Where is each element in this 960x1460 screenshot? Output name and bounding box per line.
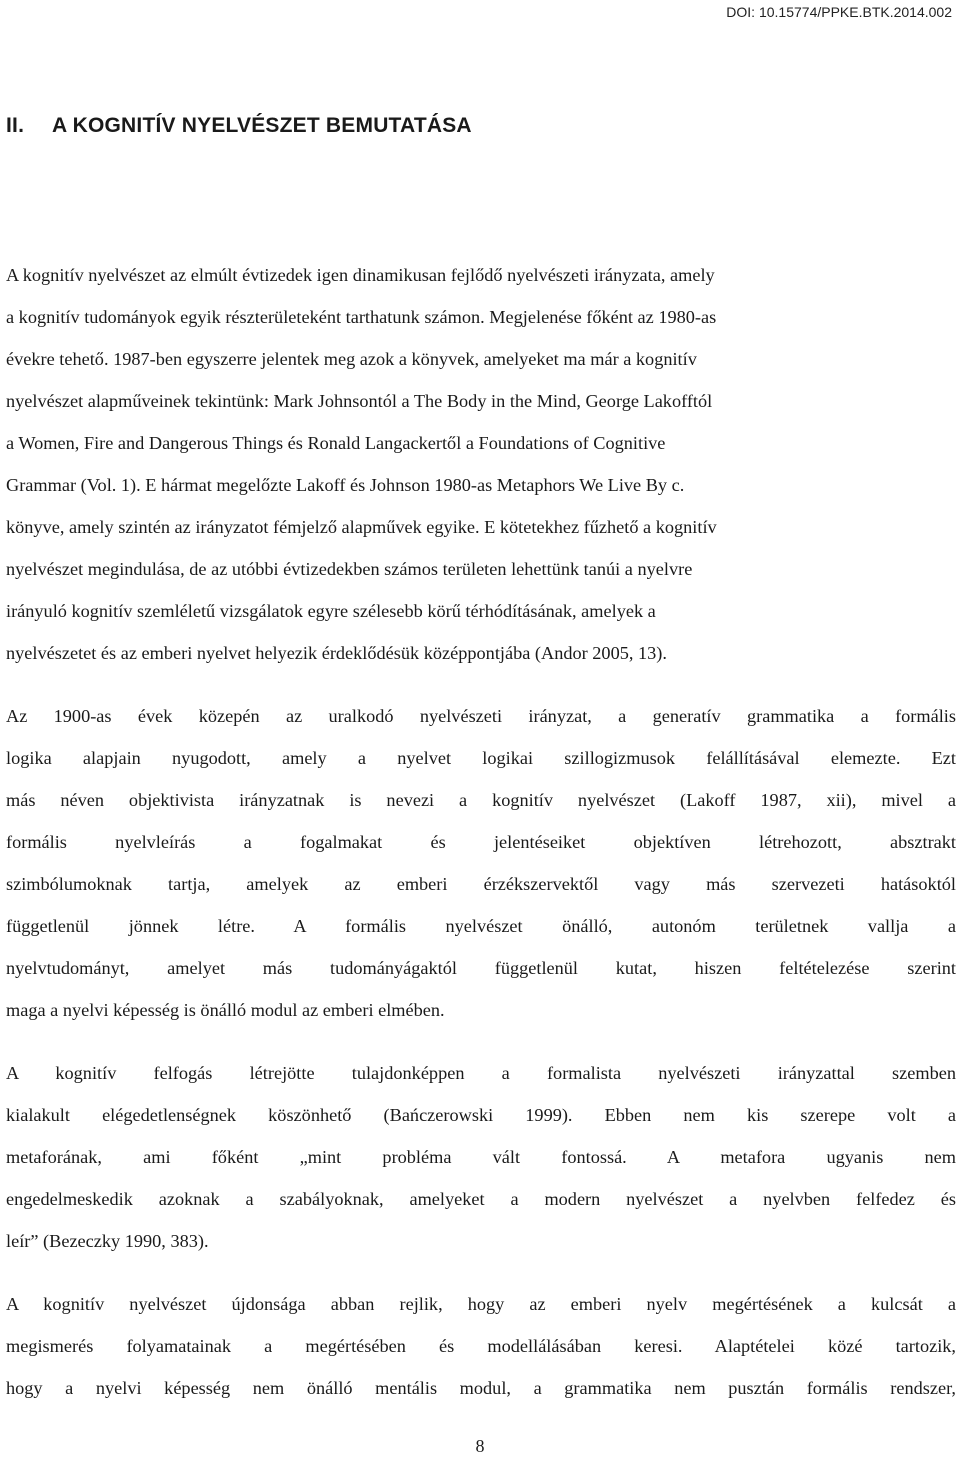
page-number: 8 [475, 1436, 485, 1456]
text-line: A kognitív felfogás létrejötte tulajdonképpen a formalista nyelvészeti irányzattal szemben [6, 1063, 956, 1083]
text-line: évekre tehető. 1987-ben egyszerre jelentek meg azok a könyvek, amelyeket ma már a kognitív [6, 349, 697, 369]
section-heading [6, 114, 472, 138]
text-line: más néven objektivista irányzatnak is nevezi a kognitív nyelvészet (Lakoff 1987, xii), mivel a [6, 790, 956, 810]
text-line: formális nyelvleírás a fogalmakat és jelentéseiket objektíven létrehozott, absztrakt [6, 832, 956, 852]
paragraph-3 [6, 1052, 956, 1262]
text-line: nyelvészet megindulása, de az utóbbi évtizedekben számos területen lehettünk tanúi a nyelvre [6, 559, 693, 579]
paragraph-2 [6, 695, 956, 1031]
text-line: A kognitív nyelvészet újdonsága abban rejlik, hogy az emberi nyelv megértésének a kulcsát a [6, 1294, 956, 1314]
text-line: Az 1900-as évek közepén az uralkodó nyelvészeti irányzat, a generatív grammatika a formális [6, 706, 956, 726]
section-title: A KOGNITÍV NYELVÉSZET BEMUTATÁSA [52, 114, 472, 137]
text-line: a Women, Fire and Dangerous Things és Ronald Langackertől a Foundations of Cognitive [6, 433, 666, 453]
text-line: maga a nyelvi képesség is önálló modul az emberi elmében. [6, 1000, 445, 1020]
text-line: irányuló kognitív szemléletű vizsgálatok egyre szélesebb körű térhódításának, amelyek a [6, 601, 656, 621]
paragraph-4 [6, 1283, 956, 1409]
text-line: kialakult elégedetlenségnek köszönhető (Bańczerowski 1999). Ebben nem kis szerepe volt a [6, 1105, 956, 1125]
paragraph-1 [6, 254, 956, 674]
text-line: függetlenül jönnek létre. A formális nyelvészet önálló, autonóm területnek vallja a [6, 916, 956, 936]
text-line: hogy a nyelvi képesség nem önálló mentális modul, a grammatika nem pusztán formális rendszer, [6, 1378, 956, 1398]
text-line: engedelmeskedik azoknak a szabályoknak, amelyeket a modern nyelvészet a nyelvben felfedez és [6, 1189, 956, 1209]
text-line: nyelvtudományt, amelyet más tudományágaktól függetlenül kutat, hiszen feltételezése szerint [6, 958, 956, 978]
text-line: könyve, amely szintén az irányzatot fémjelző alapművek egyike. E kötetekhez fűzhető a kognitív [6, 517, 717, 537]
text-line: megismerés folyamatainak a megértésében és modellálásában keresi. Alaptételei közé tartozik, [6, 1336, 956, 1356]
text-line: metaforának, ami főként „mint probléma vált fontossá. A metafora ugyanis nem [6, 1147, 956, 1167]
text-line: nyelvészet alapműveinek tekintünk: Mark Johnsontól a The Body in the Mind, George Lakofftól [6, 391, 713, 411]
text-line: A kognitív nyelvészet az elmúlt évtizedek igen dinamikusan fejlődő nyelvészeti irányzata, amely [6, 265, 715, 285]
text-line: leír” (Bezeczky 1990, 383). [6, 1231, 209, 1251]
text-line: a kognitív tudományok egyik részterületeként tarthatunk számon. Megjelenése főként az 1980-as [6, 307, 717, 327]
doi-header: DOI: 10.15774/PPKE.BTK.2014.002 [726, 4, 952, 20]
text-line: logika alapjain nyugodott, amely a nyelvet logikai szillogizmusok felállításával elemezte. Ezt [6, 748, 956, 768]
section-number: II. [6, 114, 25, 137]
text-line: Grammar (Vol. 1). E hármat megelőzte Lakoff és Johnson 1980-as Metaphors We Live By c. [6, 475, 685, 495]
text-line: szimbólumoknak tartja, amelyek az emberi érzékszervektől vagy más szervezeti hatásoktól [6, 874, 956, 894]
text-line: nyelvészetet és az emberi nyelvet helyezik érdeklődésük középpontjába (Andor 2005, 13). [6, 643, 667, 663]
